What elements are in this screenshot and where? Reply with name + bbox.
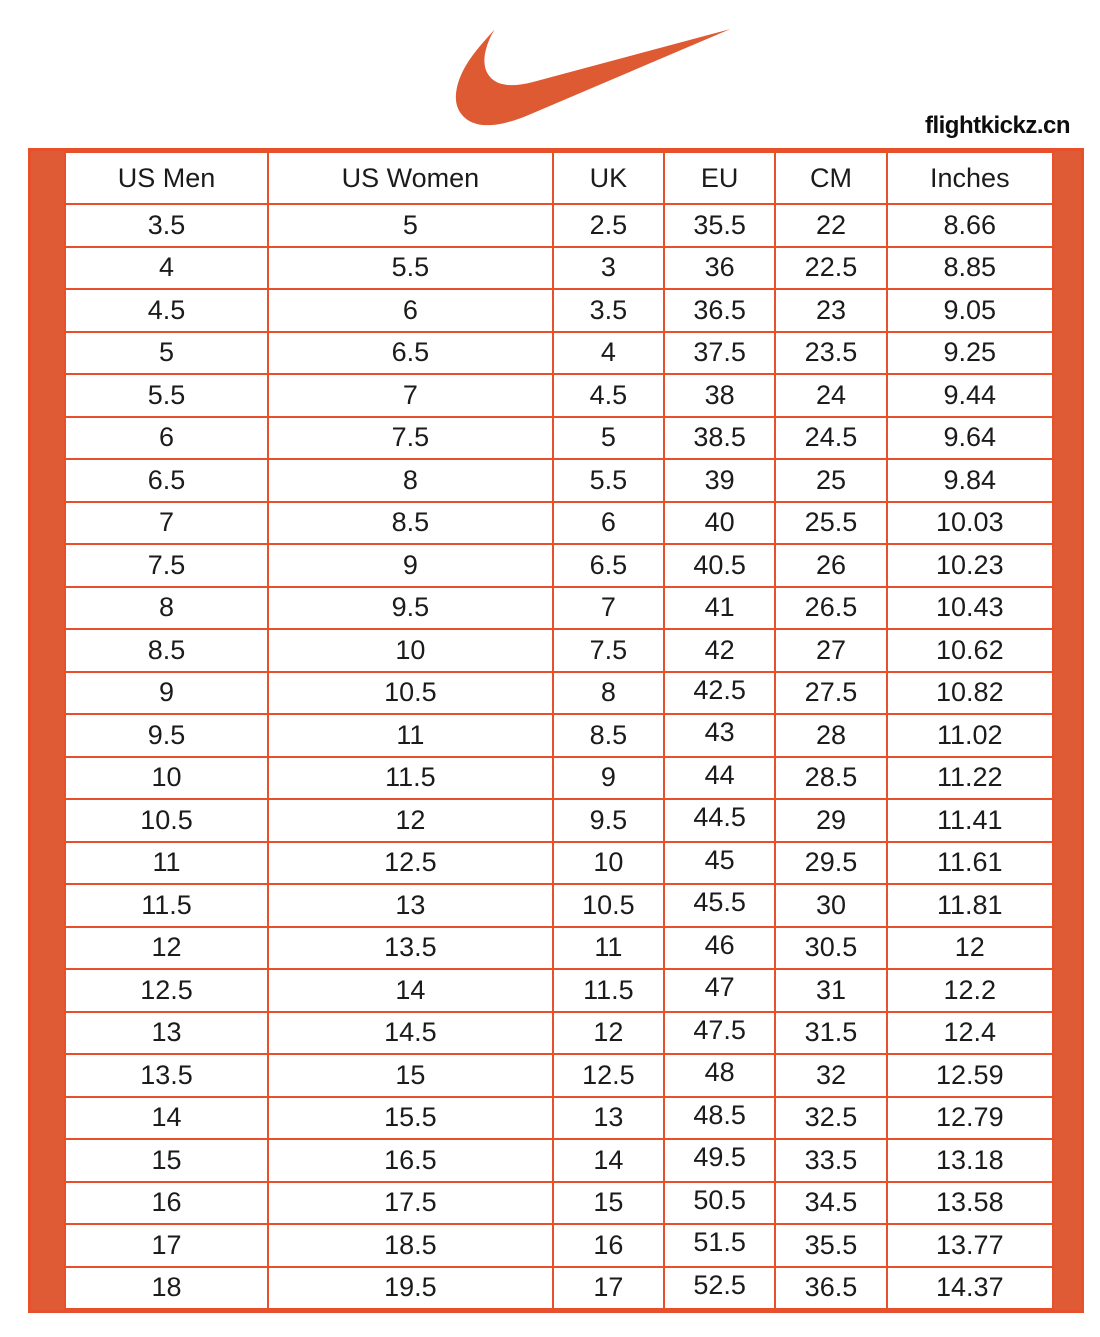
- nike-swoosh-icon: [455, 20, 731, 132]
- table-cell: 50.5: [664, 1182, 775, 1225]
- table-cell: 49.5: [664, 1139, 775, 1182]
- left-accent-bar: [31, 151, 64, 1310]
- table-cell: 7.5: [65, 544, 268, 587]
- table-cell: 5: [65, 332, 268, 375]
- table-cell: 6: [553, 502, 664, 545]
- table-cell: 9.25: [887, 332, 1053, 375]
- table-cell: 9: [553, 757, 664, 800]
- table-cell: 27.5: [775, 672, 886, 715]
- table-cell: 9.5: [65, 714, 268, 757]
- table-cell: 39: [664, 459, 775, 502]
- table-row: [65, 884, 1053, 927]
- table-cell: 5.5: [65, 374, 268, 417]
- table-row: [65, 1182, 1053, 1225]
- table-cell: 6.5: [553, 544, 664, 587]
- table-cell: 40.5: [664, 544, 775, 587]
- table-cell: 10.82: [887, 672, 1053, 715]
- table-cell: 9.5: [553, 799, 664, 842]
- table-row: [65, 459, 1053, 502]
- table-cell: 12: [553, 1012, 664, 1055]
- table-row: [65, 1012, 1053, 1055]
- table-cell: 47: [664, 969, 775, 1012]
- table-row: [65, 289, 1053, 332]
- table-cell: 46: [664, 927, 775, 970]
- table-cell: 7.5: [268, 417, 553, 460]
- table-cell: 8.66: [887, 204, 1053, 247]
- table-row: [65, 1139, 1053, 1182]
- table-cell: 12: [887, 927, 1053, 970]
- table-row: [65, 587, 1053, 630]
- table-cell: 11: [268, 714, 553, 757]
- nike-swoosh-path: [456, 29, 730, 125]
- table-cell: 10: [268, 629, 553, 672]
- table-cell: 11.61: [887, 842, 1053, 885]
- table-cell: 12.79: [887, 1097, 1053, 1140]
- table-cell: 12: [65, 927, 268, 970]
- table-cell: 16.5: [268, 1139, 553, 1182]
- table-cell: 13.18: [887, 1139, 1053, 1182]
- table-row: [65, 757, 1053, 800]
- table-cell: 11.02: [887, 714, 1053, 757]
- table-cell: 13: [65, 1012, 268, 1055]
- table-cell: 9.84: [887, 459, 1053, 502]
- table-cell: 5.5: [268, 247, 553, 290]
- table-cell: 5: [268, 204, 553, 247]
- table-header: [65, 152, 1053, 204]
- table-cell: 43: [664, 714, 775, 757]
- table-cell: 6.5: [268, 332, 553, 375]
- table-cell: 3: [553, 247, 664, 290]
- table-cell: 30.5: [775, 927, 886, 970]
- table-cell: 2.5: [553, 204, 664, 247]
- table-cell: 13: [553, 1097, 664, 1140]
- table-cell: 5: [553, 417, 664, 460]
- right-accent-bar: [1054, 151, 1081, 1310]
- table-cell: 31.5: [775, 1012, 886, 1055]
- table-cell: 9: [268, 544, 553, 587]
- table-cell: 10: [65, 757, 268, 800]
- table-cell: 9.5: [268, 587, 553, 630]
- table-cell: 31: [775, 969, 886, 1012]
- table-cell: 9.44: [887, 374, 1053, 417]
- table-cell: 45: [664, 842, 775, 885]
- table-cell: 17: [65, 1224, 268, 1267]
- table-cell: 17: [553, 1267, 664, 1310]
- table-cell: 29: [775, 799, 886, 842]
- table-cell: 48.5: [664, 1097, 775, 1140]
- table-cell: 44: [664, 757, 775, 800]
- column-header: US Men: [65, 152, 268, 204]
- table-row: [65, 332, 1053, 375]
- table-row: [65, 672, 1053, 715]
- table-cell: 15: [65, 1139, 268, 1182]
- table-row: [65, 247, 1053, 290]
- table-cell: 8: [65, 587, 268, 630]
- column-header: CM: [775, 152, 886, 204]
- table-cell: 10.5: [65, 799, 268, 842]
- table-cell: 12.5: [553, 1054, 664, 1097]
- table-cell: 14: [268, 969, 553, 1012]
- site-label: flightkickz.cn: [924, 112, 1070, 139]
- table-cell: 44.5: [664, 799, 775, 842]
- table-cell: 6: [268, 289, 553, 332]
- table-cell: 8.5: [268, 502, 553, 545]
- table-cell: 3.5: [553, 289, 664, 332]
- table-cell: 18.5: [268, 1224, 553, 1267]
- table-cell: 37.5: [664, 332, 775, 375]
- table-cell: 14.37: [887, 1267, 1053, 1310]
- table-cell: 13: [268, 884, 553, 927]
- table-cell: 10.5: [553, 884, 664, 927]
- table-cell: 42: [664, 629, 775, 672]
- table-cell: 5.5: [553, 459, 664, 502]
- table-cell: 11.5: [553, 969, 664, 1012]
- size-conversion-table: [64, 151, 1054, 1310]
- table-row: [65, 927, 1053, 970]
- table-row: [65, 544, 1053, 587]
- table-row: [65, 969, 1053, 1012]
- table-row: [65, 1267, 1053, 1310]
- table-cell: 8.5: [553, 714, 664, 757]
- table-cell: 11.22: [887, 757, 1053, 800]
- table-cell: 34.5: [775, 1182, 886, 1225]
- table-cell: 45.5: [664, 884, 775, 927]
- table-cell: 23: [775, 289, 886, 332]
- table-row: [65, 1054, 1053, 1097]
- table-cell: 27: [775, 629, 886, 672]
- table-cell: 10.5: [268, 672, 553, 715]
- table-cell: 16: [553, 1224, 664, 1267]
- table-cell: 42.5: [664, 672, 775, 715]
- table-cell: 4.5: [553, 374, 664, 417]
- table-cell: 33.5: [775, 1139, 886, 1182]
- table-cell: 28: [775, 714, 886, 757]
- table-cell: 7: [553, 587, 664, 630]
- table-cell: 9: [65, 672, 268, 715]
- table-cell: 47.5: [664, 1012, 775, 1055]
- table-cell: 36.5: [664, 289, 775, 332]
- table-cell: 48: [664, 1054, 775, 1097]
- table-cell: 22.5: [775, 247, 886, 290]
- table-cell: 11: [553, 927, 664, 970]
- column-header: Inches: [887, 152, 1053, 204]
- table-cell: 6.5: [65, 459, 268, 502]
- table-cell: 18: [65, 1267, 268, 1310]
- table-cell: 7: [65, 502, 268, 545]
- table-cell: 6: [65, 417, 268, 460]
- table-cell: 28.5: [775, 757, 886, 800]
- table-cell: 3.5: [65, 204, 268, 247]
- table-cell: 11.81: [887, 884, 1053, 927]
- header-row: [65, 152, 1053, 204]
- table-cell: 26: [775, 544, 886, 587]
- table-cell: 11.5: [268, 757, 553, 800]
- table-cell: 11: [65, 842, 268, 885]
- table-cell: 7.5: [553, 629, 664, 672]
- table-cell: 32.5: [775, 1097, 886, 1140]
- table-cell: 10.03: [887, 502, 1053, 545]
- table-cell: 10.43: [887, 587, 1053, 630]
- table-cell: 30: [775, 884, 886, 927]
- table-cell: 15.5: [268, 1097, 553, 1140]
- table-cell: 24.5: [775, 417, 886, 460]
- table-row: [65, 1097, 1053, 1140]
- table-cell: 7: [268, 374, 553, 417]
- table-cell: 41: [664, 587, 775, 630]
- table-row: [65, 714, 1053, 757]
- table-cell: 12.59: [887, 1054, 1053, 1097]
- table-cell: 14: [65, 1097, 268, 1140]
- column-header: US Women: [268, 152, 553, 204]
- table-cell: 15: [553, 1182, 664, 1225]
- table-cell: 14.5: [268, 1012, 553, 1055]
- table-cell: 22: [775, 204, 886, 247]
- table-cell: 8.5: [65, 629, 268, 672]
- table-cell: 36.5: [775, 1267, 886, 1310]
- table-cell: 9.64: [887, 417, 1053, 460]
- table-cell: 10: [553, 842, 664, 885]
- table-cell: 16: [65, 1182, 268, 1225]
- table-cell: 38: [664, 374, 775, 417]
- size-chart: [28, 148, 1084, 1313]
- table-row: [65, 417, 1053, 460]
- table-row: [65, 842, 1053, 885]
- table-row: [65, 204, 1053, 247]
- table-row: [65, 374, 1053, 417]
- table-cell: 38.5: [664, 417, 775, 460]
- table-cell: 12: [268, 799, 553, 842]
- table-cell: 25: [775, 459, 886, 502]
- table-cell: 23.5: [775, 332, 886, 375]
- table-cell: 29.5: [775, 842, 886, 885]
- column-header: UK: [553, 152, 664, 204]
- table-cell: 8.85: [887, 247, 1053, 290]
- table-cell: 17.5: [268, 1182, 553, 1225]
- table-cell: 24: [775, 374, 886, 417]
- table-cell: 11.5: [65, 884, 268, 927]
- table-cell: 4.5: [65, 289, 268, 332]
- table-body: [65, 204, 1053, 1309]
- table-cell: 11.41: [887, 799, 1053, 842]
- table-cell: 35.5: [664, 204, 775, 247]
- table-cell: 8: [268, 459, 553, 502]
- table-cell: 13.77: [887, 1224, 1053, 1267]
- table-cell: 51.5: [664, 1224, 775, 1267]
- table-cell: 12.5: [65, 969, 268, 1012]
- table-cell: 14: [553, 1139, 664, 1182]
- table-cell: 13.58: [887, 1182, 1053, 1225]
- table-cell: 12.4: [887, 1012, 1053, 1055]
- table-cell: 36: [664, 247, 775, 290]
- table-cell: 8: [553, 672, 664, 715]
- table-cell: 9.05: [887, 289, 1053, 332]
- table-row: [65, 1224, 1053, 1267]
- table-cell: 52.5: [664, 1267, 775, 1310]
- table-cell: 32: [775, 1054, 886, 1097]
- table-cell: 10.62: [887, 629, 1053, 672]
- table-row: [65, 502, 1053, 545]
- table-row: [65, 799, 1053, 842]
- table-cell: 10.23: [887, 544, 1053, 587]
- table-cell: 15: [268, 1054, 553, 1097]
- table-row: [65, 629, 1053, 672]
- table-cell: 35.5: [775, 1224, 886, 1267]
- table-cell: 13.5: [65, 1054, 268, 1097]
- table-cell: 12.2: [887, 969, 1053, 1012]
- table-cell: 13.5: [268, 927, 553, 970]
- table-cell: 4: [65, 247, 268, 290]
- table-cell: 12.5: [268, 842, 553, 885]
- table-cell: 26.5: [775, 587, 886, 630]
- column-header: EU: [664, 152, 775, 204]
- table-cell: 25.5: [775, 502, 886, 545]
- table-cell: 4: [553, 332, 664, 375]
- table-cell: 40: [664, 502, 775, 545]
- table-cell: 19.5: [268, 1267, 553, 1310]
